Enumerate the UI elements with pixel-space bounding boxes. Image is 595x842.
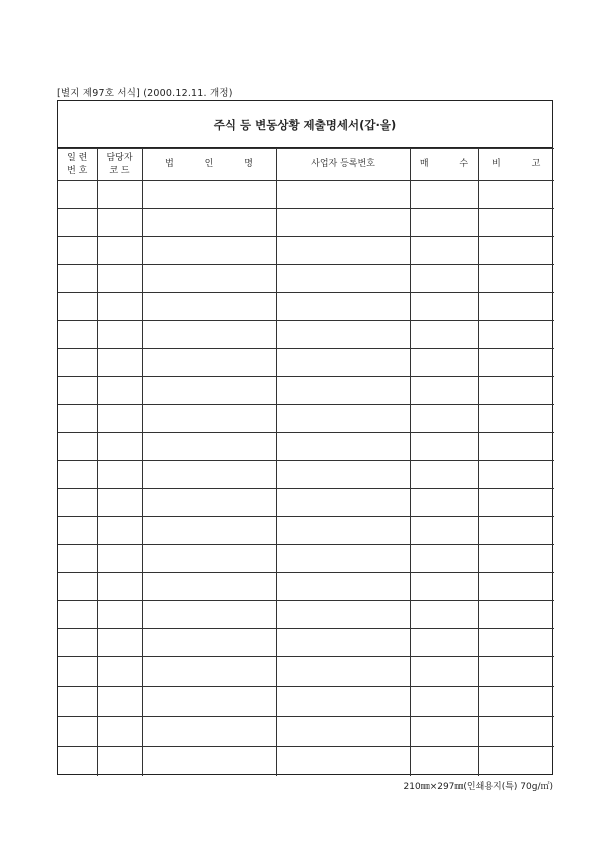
code-cell[interactable] [97, 573, 142, 601]
biz-reg-cell[interactable] [276, 687, 410, 717]
table-row [58, 349, 554, 377]
corp-name-cell[interactable] [142, 657, 276, 687]
corp-name-cell[interactable] [142, 545, 276, 573]
count-cell[interactable] [410, 601, 478, 629]
serial-cell[interactable] [58, 405, 97, 433]
biz-reg-cell[interactable] [276, 517, 410, 545]
serial-cell[interactable] [58, 293, 97, 321]
table-row [58, 747, 554, 777]
remarks-cell[interactable] [478, 321, 554, 349]
code-cell[interactable] [97, 181, 142, 209]
count-cell[interactable] [410, 717, 478, 747]
count-cell[interactable] [410, 489, 478, 517]
col-corporation-name: 법 인 명 [142, 149, 276, 181]
biz-reg-cell[interactable] [276, 237, 410, 265]
code-cell[interactable] [97, 377, 142, 405]
biz-reg-cell[interactable] [276, 629, 410, 657]
remarks-cell[interactable] [478, 349, 554, 377]
table-row [58, 687, 554, 717]
count-cell[interactable] [410, 181, 478, 209]
col-manager-code [97, 149, 142, 181]
col-remarks: 비 고 [478, 149, 554, 181]
table-row [58, 717, 554, 747]
biz-reg-cell[interactable] [276, 209, 410, 237]
corp-name-cell[interactable] [142, 433, 276, 461]
table-row [58, 629, 554, 657]
biz-reg-cell[interactable] [276, 349, 410, 377]
count-cell[interactable] [410, 433, 478, 461]
count-cell[interactable] [410, 265, 478, 293]
corp-name-cell[interactable] [142, 687, 276, 717]
remarks-cell[interactable] [478, 265, 554, 293]
remarks-cell[interactable] [478, 489, 554, 517]
serial-cell[interactable] [58, 687, 97, 717]
count-cell[interactable] [410, 293, 478, 321]
remarks-cell[interactable] [478, 657, 554, 687]
code-cell[interactable] [97, 433, 142, 461]
serial-cell[interactable] [58, 657, 97, 687]
col-business-registration-number: 사업자 등록번호 [276, 149, 410, 181]
col-count: 매 수 [410, 149, 478, 181]
serial-cell[interactable] [58, 545, 97, 573]
remarks-cell[interactable] [478, 573, 554, 601]
table-row [58, 209, 554, 237]
biz-reg-cell[interactable] [276, 405, 410, 433]
code-cell[interactable] [97, 349, 142, 377]
serial-cell[interactable] [58, 321, 97, 349]
serial-cell[interactable] [58, 601, 97, 629]
table-row [58, 237, 554, 265]
code-cell[interactable] [97, 687, 142, 717]
serial-cell[interactable] [58, 209, 97, 237]
count-cell[interactable] [410, 209, 478, 237]
count-cell[interactable] [410, 321, 478, 349]
count-cell[interactable] [410, 349, 478, 377]
remarks-cell[interactable] [478, 717, 554, 747]
corp-name-cell[interactable] [142, 265, 276, 293]
corp-name-cell[interactable] [142, 517, 276, 545]
col-code-line1: 담당자 [106, 152, 133, 163]
remarks-cell[interactable] [478, 209, 554, 237]
biz-reg-cell[interactable] [276, 489, 410, 517]
corp-name-cell[interactable] [142, 377, 276, 405]
table-row [58, 573, 554, 601]
biz-reg-cell[interactable] [276, 657, 410, 687]
remarks-cell[interactable] [478, 747, 554, 777]
count-cell[interactable] [410, 573, 478, 601]
code-cell[interactable] [97, 517, 142, 545]
code-cell[interactable] [97, 209, 142, 237]
serial-cell[interactable] [58, 747, 97, 777]
corp-name-cell[interactable] [142, 717, 276, 747]
table-row [58, 293, 554, 321]
remarks-cell[interactable] [478, 377, 554, 405]
code-cell[interactable] [97, 629, 142, 657]
biz-reg-cell[interactable] [276, 181, 410, 209]
form-reference: [별지 제97호 서식] (2000.12.11. 개정) [57, 88, 233, 99]
header-row [58, 149, 554, 181]
table-row [58, 601, 554, 629]
paper-spec: 210㎜×297㎜(인쇄용지(특) 70g/㎡) [403, 782, 553, 792]
corp-name-cell[interactable] [142, 321, 276, 349]
corp-name-cell[interactable] [142, 293, 276, 321]
corp-name-cell[interactable] [142, 405, 276, 433]
serial-cell[interactable] [58, 265, 97, 293]
remarks-cell[interactable] [478, 687, 554, 717]
biz-reg-cell[interactable] [276, 293, 410, 321]
serial-cell[interactable] [58, 433, 97, 461]
code-cell[interactable] [97, 747, 142, 777]
biz-reg-cell[interactable] [276, 545, 410, 573]
count-cell[interactable] [410, 405, 478, 433]
table-row [58, 657, 554, 687]
serial-cell[interactable] [58, 517, 97, 545]
table-row [58, 489, 554, 517]
remarks-cell[interactable] [478, 405, 554, 433]
biz-reg-cell[interactable] [276, 265, 410, 293]
table-row [58, 405, 554, 433]
code-cell[interactable] [97, 237, 142, 265]
corp-name-cell[interactable] [142, 181, 276, 209]
code-cell[interactable] [97, 405, 142, 433]
corp-name-cell[interactable] [142, 601, 276, 629]
col-serial-number [58, 149, 97, 181]
remarks-cell[interactable] [478, 293, 554, 321]
remarks-cell[interactable] [478, 601, 554, 629]
table-row [58, 461, 554, 489]
statement-table [58, 148, 554, 776]
biz-reg-cell[interactable] [276, 573, 410, 601]
serial-cell[interactable] [58, 237, 97, 265]
remarks-cell[interactable] [478, 181, 554, 209]
col-code-line2: 코 드 [109, 165, 130, 176]
code-cell[interactable] [97, 293, 142, 321]
code-cell[interactable] [97, 657, 142, 687]
biz-reg-cell[interactable] [276, 747, 410, 777]
count-cell[interactable] [410, 657, 478, 687]
code-cell[interactable] [97, 265, 142, 293]
biz-reg-cell[interactable] [276, 717, 410, 747]
code-cell[interactable] [97, 321, 142, 349]
biz-reg-cell[interactable] [276, 377, 410, 405]
count-cell[interactable] [410, 517, 478, 545]
serial-cell[interactable] [58, 573, 97, 601]
biz-reg-cell[interactable] [276, 433, 410, 461]
code-cell[interactable] [97, 601, 142, 629]
corp-name-cell[interactable] [142, 461, 276, 489]
serial-cell[interactable] [58, 377, 97, 405]
code-cell[interactable] [97, 545, 142, 573]
biz-reg-cell[interactable] [276, 461, 410, 489]
code-cell[interactable] [97, 489, 142, 517]
biz-reg-cell[interactable] [276, 321, 410, 349]
table-row [58, 321, 554, 349]
statement-form [57, 100, 553, 775]
corp-name-cell[interactable] [142, 747, 276, 777]
corp-name-cell[interactable] [142, 629, 276, 657]
table-row [58, 545, 554, 573]
table-row [58, 265, 554, 293]
remarks-cell[interactable] [478, 433, 554, 461]
form-title: 주식 등 변동상황 제출명세서(갑·을) [58, 101, 552, 148]
serial-cell[interactable] [58, 349, 97, 377]
serial-cell[interactable] [58, 717, 97, 747]
col-serial-line1: 일 련 [67, 152, 88, 163]
count-cell[interactable] [410, 377, 478, 405]
count-cell[interactable] [410, 461, 478, 489]
code-cell[interactable] [97, 461, 142, 489]
count-cell[interactable] [410, 237, 478, 265]
remarks-cell[interactable] [478, 629, 554, 657]
biz-reg-cell[interactable] [276, 601, 410, 629]
table-row [58, 181, 554, 209]
count-cell[interactable] [410, 687, 478, 717]
corp-name-cell[interactable] [142, 349, 276, 377]
table-row [58, 433, 554, 461]
col-serial-line2: 번 호 [67, 165, 88, 176]
remarks-cell[interactable] [478, 461, 554, 489]
corp-name-cell[interactable] [142, 237, 276, 265]
table-row [58, 517, 554, 545]
count-cell[interactable] [410, 747, 478, 777]
remarks-cell[interactable] [478, 545, 554, 573]
corp-name-cell[interactable] [142, 573, 276, 601]
count-cell[interactable] [410, 545, 478, 573]
corp-name-cell[interactable] [142, 209, 276, 237]
serial-cell[interactable] [58, 461, 97, 489]
remarks-cell[interactable] [478, 237, 554, 265]
code-cell[interactable] [97, 717, 142, 747]
serial-cell[interactable] [58, 489, 97, 517]
serial-cell[interactable] [58, 629, 97, 657]
table-row [58, 377, 554, 405]
remarks-cell[interactable] [478, 517, 554, 545]
count-cell[interactable] [410, 629, 478, 657]
corp-name-cell[interactable] [142, 489, 276, 517]
serial-cell[interactable] [58, 181, 97, 209]
